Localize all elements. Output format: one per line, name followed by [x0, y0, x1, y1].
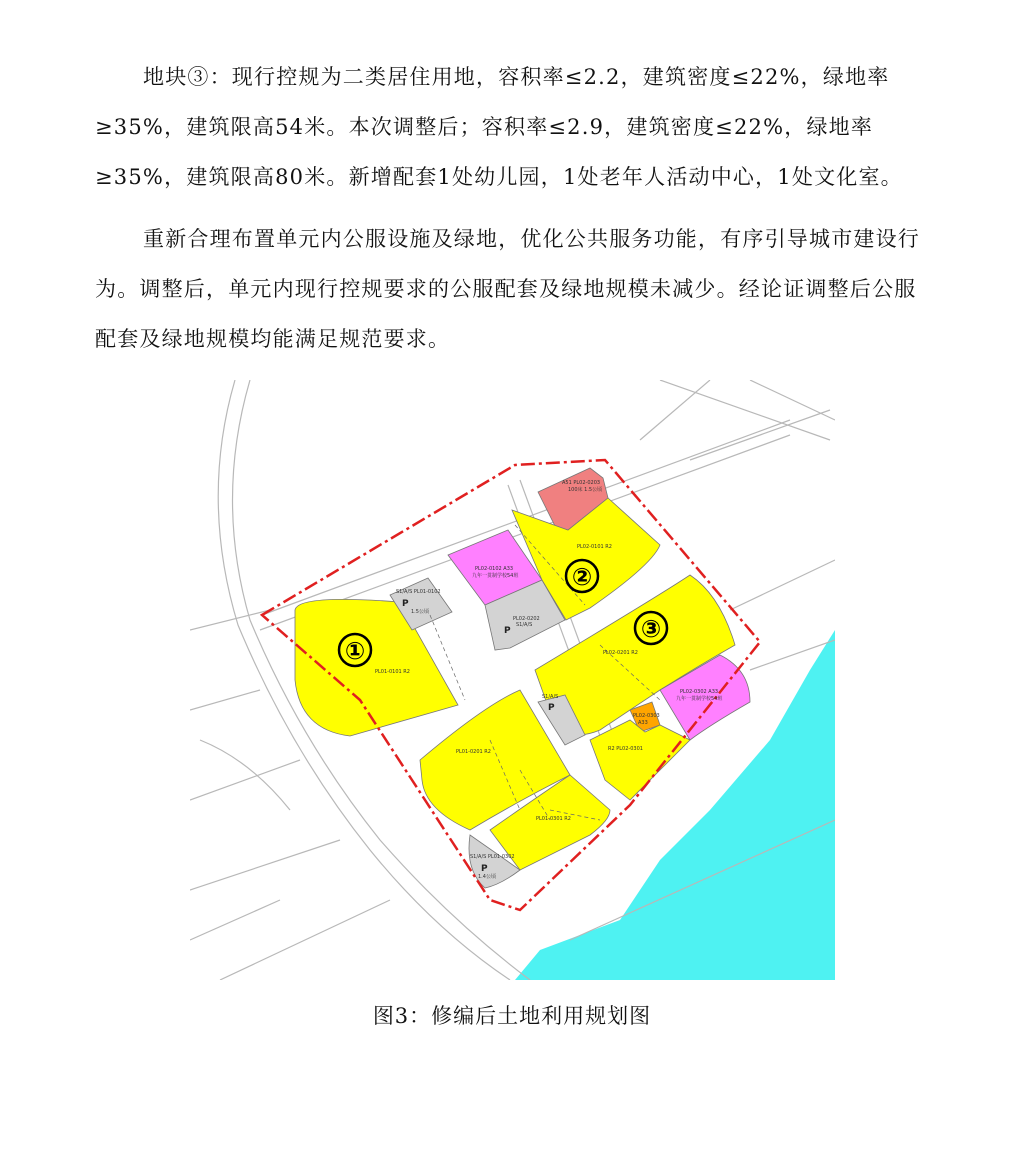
svg-text:③: ③	[640, 615, 662, 643]
label-pl01-0101: PL01-0101 R2	[375, 669, 410, 675]
label-pl02-0303: PL02-0303	[633, 713, 660, 719]
paragraph-adjustment-summary: 重新合理布置单元内公服设施及绿地，优化公共服务功能，有序引导城市建设行为。调整后，单元内现行控规要求的公服配套及绿地规模未减少。经论证调整后公服配套及绿地规模均能满足规范要求。	[95, 227, 920, 351]
label-s-middle: S1/A/S	[542, 694, 559, 700]
label-pl02-0201: PL02-0201 R2	[603, 650, 638, 656]
label-pl01-0301: PL01-0301 R2	[536, 816, 571, 822]
parking-symbol-middle: P	[548, 703, 555, 713]
label-pl01-0102-sub: 1.5公顷	[411, 609, 429, 615]
label-a33-0102-sub: 九年一贯制学校54班	[472, 573, 519, 579]
figure-caption: 图3：修编后土地利用规划图	[372, 1004, 652, 1028]
label-pl01-0201: PL01-0201 R2	[456, 749, 491, 755]
label-pl02-0302-sub: 九年一贯制学校54班	[676, 696, 723, 702]
label-pl01-0302: S1/A/S PL01-0302	[470, 854, 515, 860]
label-pl01-0302-sub: 1.4公顷	[478, 874, 496, 880]
svg-text:①: ①	[344, 637, 366, 665]
label-a51: A51 PL02-0203	[562, 480, 601, 486]
label-pl02-0301: R2 PL02-0301	[608, 746, 643, 752]
paragraph-block-3: 地块③：现行控规为二类居住用地，容积率≤2.2，建筑密度≤22%，绿地率≥35%，建筑限高54米。本次调整后；容积率≤2.9，建筑密度≤22%，绿地率≥35%，建筑限高80米。新增配套1处幼儿园，1处老年人活动中心，1处文化室。	[95, 65, 903, 189]
label-pl02-0303-sub: A33	[638, 720, 648, 726]
label-r2-0101: PL02-0101 R2	[577, 544, 612, 550]
svg-text:②: ②	[571, 563, 593, 591]
label-a51-sub: 100床 1.5公顷	[568, 487, 603, 493]
parking-symbol-0302: P	[481, 864, 488, 874]
label-pl01-0102: S1/A/S PL01-0102	[396, 589, 441, 595]
parcel-pl02-0301-r2	[590, 720, 690, 800]
label-pl02-0302: PL02-0302 A33	[680, 689, 719, 695]
land-use-plan-map	[190, 380, 835, 980]
label-pl02-0202: PL02-0202	[513, 616, 540, 622]
parking-symbol-0202: P	[504, 626, 511, 636]
parking-symbol-0102: P	[402, 599, 409, 609]
label-pl02-0202-sub: S1/A/S	[516, 622, 533, 628]
label-a33-0102: PL02-0102 A33	[475, 566, 514, 572]
